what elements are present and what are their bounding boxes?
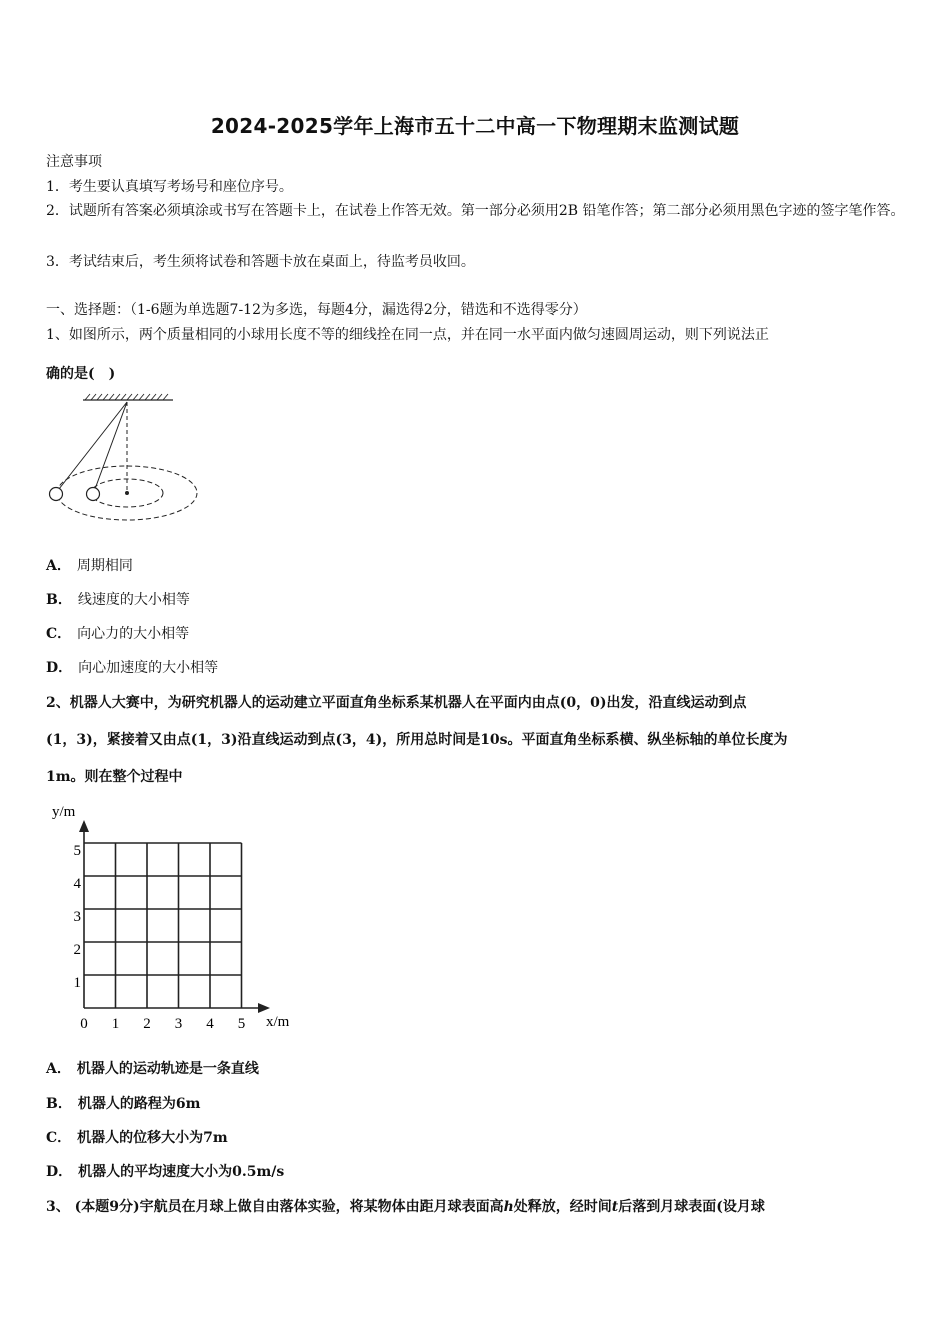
q2-option-b-label: B． xyxy=(46,1096,72,1112)
q1-option-b-text: 线速度的大小相等 xyxy=(77,592,190,608)
q1-option-c[interactable] xyxy=(46,624,189,644)
short-string xyxy=(95,402,127,489)
grid-lines xyxy=(84,843,242,1008)
long-string xyxy=(59,402,127,489)
q2-option-b[interactable] xyxy=(46,1094,200,1114)
q3-stem-pre: 3、 (本题9分)宇航员在月球上做自由落体实验，将某物体由距月球表面高 xyxy=(46,1199,504,1215)
outer-ball xyxy=(50,488,63,501)
x-axis-label: x/m xyxy=(266,1014,290,1030)
inner-ball xyxy=(87,488,100,501)
x-tick-label: 5 xyxy=(237,1016,246,1032)
q2-option-c-label: C． xyxy=(46,1130,72,1146)
exam-title: 2024-2025学年上海市五十二中高一下物理期末监测试题 xyxy=(210,114,740,138)
q2-option-c-text: 机器人的位移大小为7m xyxy=(77,1130,228,1146)
x-tick-labels xyxy=(80,1016,245,1032)
y-tick-labels xyxy=(74,843,82,991)
notice-heading: 注意事项 xyxy=(46,154,102,170)
q3-stem-post: 后落到月球表面(设月球 xyxy=(618,1199,765,1215)
y-tick-label: 2 xyxy=(73,942,81,958)
q2-option-b-text: 机器人的路程为6m xyxy=(77,1096,201,1112)
notice-item-1: 1．考生要认真填写考场号和座位序号。 xyxy=(46,179,293,195)
notice-item-3: 3．考试结束后，考生须将试卷和答题卡放在桌面上，待监考员收回。 xyxy=(46,254,475,270)
y-tick-label: 5 xyxy=(73,843,81,859)
x-tick-label: 3 xyxy=(174,1016,183,1032)
conical-pendulum-figure xyxy=(45,392,205,524)
q2-stem-line2: (1，3)，紧接着又由点(1，3)沿直线运动到点(3，4)，所用总时间是10s。平面直角坐标系横、纵坐标轴的单位长度为 xyxy=(46,732,788,748)
q1-stem-line1: 1、如图所示，两个质量相同的小球用长度不等的细线拴在同一点，并在同一水平面内做匀速圆周运动，则下列说法正 xyxy=(46,327,769,343)
x-axis-arrow xyxy=(258,1003,270,1013)
q3-stem xyxy=(46,1197,765,1217)
x-tick-label: 2 xyxy=(143,1016,151,1032)
coordinate-grid-figure xyxy=(44,796,306,1036)
q1-option-d-text: 向心加速度的大小相等 xyxy=(78,660,219,676)
q2-option-a[interactable] xyxy=(46,1059,259,1079)
q1-option-b-label: B． xyxy=(46,592,72,608)
q1-stem-line2: 确的是( ) xyxy=(46,366,116,382)
section-heading: 一、选择题：（1-6题为单选题7-12为多选，每题4分，漏选得2分，错选和不选得零分） xyxy=(46,302,587,318)
q2-option-c[interactable] xyxy=(46,1128,228,1148)
y-axis-arrow xyxy=(79,820,89,832)
q2-option-d-text: 机器人的平均速度大小为0.5m/s xyxy=(78,1164,285,1180)
x-tick-label: 0 xyxy=(80,1016,88,1032)
q2-stem-line1: 2、机器人大赛中，为研究机器人的运动建立平面直角坐标系某机器人在平面内由点(0，0)出发，沿直线运动到点 xyxy=(46,695,747,711)
center-point xyxy=(125,491,129,495)
y-tick-label: 4 xyxy=(73,876,81,892)
y-tick-label: 1 xyxy=(73,975,81,991)
q3-var-h: h xyxy=(503,1199,514,1215)
q2-option-a-text: 机器人的运动轨迹是一条直线 xyxy=(76,1061,259,1077)
q1-option-c-label: C． xyxy=(46,626,72,642)
q2-option-d[interactable] xyxy=(46,1162,284,1182)
ceiling-hatching xyxy=(85,394,168,400)
q1-option-d-label: D． xyxy=(46,660,73,676)
q1-option-c-text: 向心力的大小相等 xyxy=(77,626,190,642)
notice-item-2: 2．试题所有答案必须填涂或书写在答题卡上，在试卷上作答无效。第一部分必须用2B 铅笔作答；第二部分必须用黑色字迹的签字笔作答。 xyxy=(46,203,905,219)
q1-option-d[interactable] xyxy=(46,658,218,678)
q2-option-d-label: D． xyxy=(46,1164,73,1180)
x-tick-label: 4 xyxy=(206,1016,214,1032)
x-tick-label: 1 xyxy=(111,1016,120,1032)
q1-option-a-text: 周期相同 xyxy=(76,558,133,574)
q1-option-a[interactable] xyxy=(46,556,133,576)
q1-option-a-label: A． xyxy=(46,558,71,574)
q3-var-t: t xyxy=(611,1199,619,1215)
q1-option-b[interactable] xyxy=(46,590,190,610)
q2-option-a-label: A． xyxy=(46,1061,71,1077)
y-axis-label: y/m xyxy=(52,804,76,820)
q3-stem-mid: 处释放，经时间 xyxy=(513,1199,612,1215)
y-tick-label: 3 xyxy=(73,909,81,925)
q2-stem-line3: 1m。则在整个过程中 xyxy=(46,769,183,785)
